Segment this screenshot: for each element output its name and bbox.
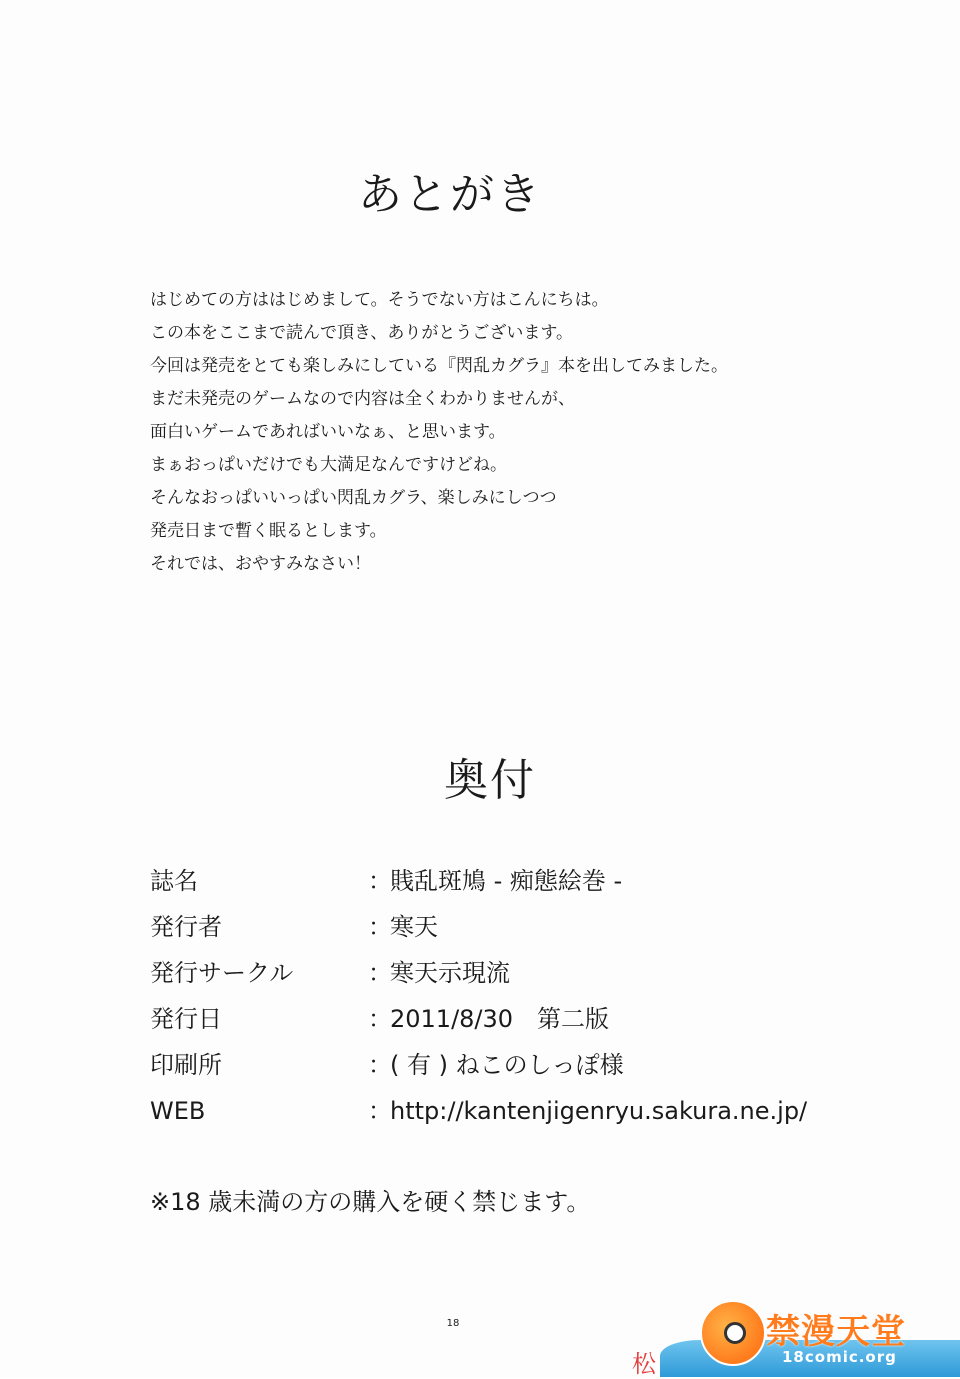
- colophon-row-printer: [150, 1042, 850, 1088]
- afterword-line: 今回は発売をとても楽しみにしている『閃乱カグラ』本を出してみました。: [150, 356, 728, 376]
- colophon-value: 賎乱斑鳩 - 痴態絵巻 -: [390, 867, 623, 895]
- afterword-body: [150, 284, 850, 581]
- watermark-brand: 禁漫天堂: [766, 1312, 906, 1352]
- colophon-colon: ：: [368, 959, 392, 987]
- colophon-row-publisher: [150, 904, 850, 950]
- colophon-label: WEB: [150, 1097, 206, 1125]
- afterword-line: それでは、おやすみなさい！: [150, 554, 371, 574]
- colophon-table: [150, 858, 850, 1134]
- mascot-icon: [700, 1300, 766, 1366]
- age-notice: ※18 歳未満の方の購入を硬く禁じます。: [150, 1188, 591, 1216]
- page-number: 18: [446, 1318, 460, 1329]
- afterword-line: そんなおっぱいいっぱい閃乱カグラ、楽しみにしつつ: [150, 488, 557, 508]
- colophon-colon: ：: [368, 913, 392, 941]
- colophon-row-circle: [150, 950, 850, 996]
- colophon-value: ( 有 ) ねこのしっぽ様: [390, 1051, 624, 1079]
- colophon-label: 発行日: [150, 1005, 222, 1033]
- colophon-colon: ：: [368, 867, 392, 895]
- colophon-colon: ：: [368, 1005, 392, 1033]
- afterword-line: はじめての方ははじめまして。そうでない方はこんにちは。: [150, 290, 609, 310]
- afterword-line: 面白いゲームであればいいなぁ、と思います。: [150, 422, 506, 442]
- colophon-row-title: [150, 858, 850, 904]
- colophon-colon: ：: [368, 1097, 392, 1125]
- colophon-value: 2011/8/30 第二版: [390, 1005, 610, 1033]
- watermark-red-char: 松: [632, 1350, 656, 1378]
- colophon-web-link: http://kantenjigenryu.sakura.ne.jp/: [390, 1097, 808, 1125]
- colophon-row-web: [150, 1088, 850, 1134]
- afterword-line: 発売日まで暫く眠るとします。: [150, 521, 387, 541]
- colophon-label: 発行サークル: [150, 959, 294, 987]
- watermark-site: 18comic.org: [782, 1348, 897, 1366]
- colophon-label: 印刷所: [150, 1051, 222, 1079]
- colophon-value: 寒天示現流: [390, 959, 510, 987]
- colophon-label: 発行者: [150, 913, 222, 941]
- afterword-line: この本をここまで読んで頂き、ありがとうございます。: [150, 323, 573, 343]
- colophon-title: 奥付: [444, 755, 536, 806]
- afterword-line: まぁおっぱいだけでも大満足なんですけどね。: [150, 455, 507, 475]
- afterword-title: あとがき: [358, 169, 542, 220]
- colophon-value: 寒天: [390, 913, 438, 941]
- colophon-label: 誌名: [150, 867, 198, 895]
- afterword-line: まだ未発売のゲームなので内容は全くわかりませんが、: [150, 389, 575, 409]
- colophon-colon: ：: [368, 1051, 392, 1079]
- colophon-row-date: [150, 996, 850, 1042]
